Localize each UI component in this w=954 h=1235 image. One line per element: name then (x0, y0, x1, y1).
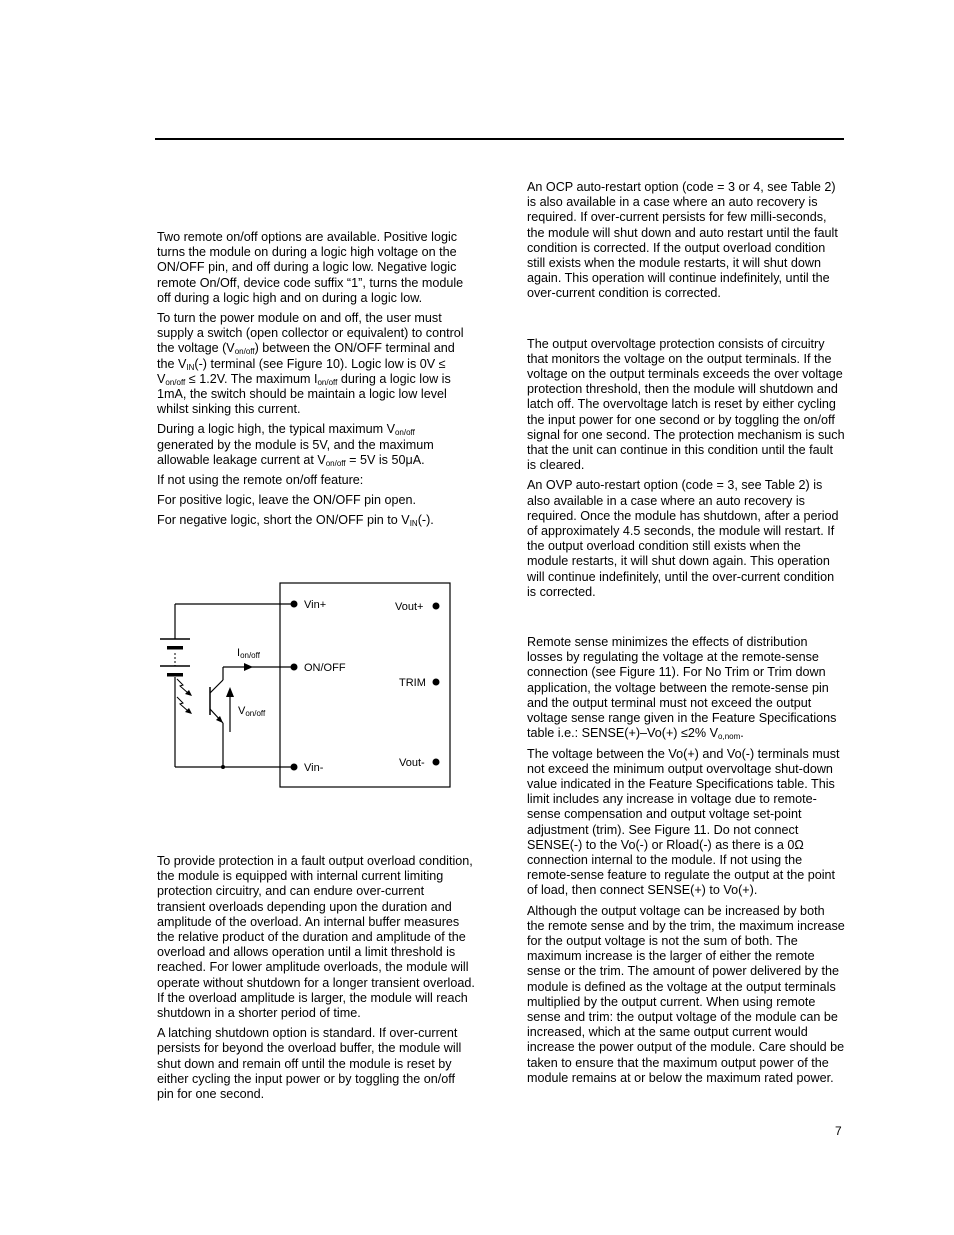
paragraph: Although the output voltage can be increased by both the remote sense and by the trim, the maximum increase for the output voltage is not the sum of both. The maximum increase is the larger of either the remote sense or the trim. The amount of power delivered by the module is defined as the voltage at the output terminals multiplied by the output current. When using remote sense and trim: the output voltage of the module can be increased, which at the same output current would increase the power output of the module. Care should be taken to ensure that the maximum output power of the module remains at or below the maximum rated power. (527, 903, 845, 1085)
paragraph: If not using the remote on/off feature: (157, 473, 364, 488)
page-number: 7 (835, 1124, 842, 1138)
paragraph: To turn the power module on and off, the user must supply a switch (open collector or equivalent) to control the voltage $(V_{on/off})$ between the ON/OFF terminal and the $V_{IN}(-)$ terminal (see Figure 10). Logic low is $0V \le V_{on/off} \le 1.2V$. The maximum $I_{on/off}$ during a logic low is 1mA, the switch should be maintain a logic low level whilst sinking this current. (157, 311, 464, 417)
paragraph: A latching shutdown option is standard. If over-current persists for beyond the overload buffer, the module will shut down and remain off until the module is reset by either cycling the input power or by toggling the on/off pin for one second. (157, 1026, 462, 1102)
paragraph: The voltage between the Vo(+) and Vo(-) terminals must not exceed the minimum output overvoltage shut-down value indicated in the Feature Specifications table. This limit includes any increase in voltage due to remote-sense compensation and output voltage set-point adjustment (trim). See Figure 11. Do not connect SENSE(-) to the Vo(-) or Rload(-) as there is a 0Ω connection internal to the module. If not using the remote-sense feature to regulate the output at the point of load, then connect SENSE(+) to Vo(+). (527, 746, 840, 898)
vout-minus-terminal (433, 759, 440, 766)
right-column (527, 180, 845, 1091)
v-on-off-label: Von/off (238, 705, 266, 718)
paragraph: An OCP auto-restart option (code = 3 or 4, see Table 2) is also available in a case where an auto recovery is required. If over-current persists for few milli-seconds, the module will shut down and auto restart until the fault condition is corrected. If the output overload condition still exists when the module restarts, it will shut down again. This operation will continue indefinitely, until the over-current condition is corrected. (527, 180, 838, 301)
header-rule (155, 138, 844, 140)
remote-on-off-section (157, 230, 475, 534)
paragraph: Two remote on/off options are available. Positive logic turns the module on during a logic high voltage on the ON/OFF pin, and off during a logic low. Negative logic remote On/Off, device code suffix “1”, turns the module off during a logic high and on during a logic low. (157, 230, 464, 305)
vout-plus-label: Vout+ (395, 601, 424, 613)
vin-plus-label: Vin+ (304, 599, 327, 611)
paragraph: For negative logic, short the ON/OFF pin to $V_{IN}(-)$. (157, 513, 434, 529)
vin-minus-label: Vin- (304, 762, 324, 774)
on-off-terminal (291, 664, 298, 671)
vout-minus-label: Vout- (399, 757, 425, 769)
vout-plus-terminal (433, 603, 440, 610)
paragraph: For positive logic, leave the ON/OFF pin open. (157, 493, 416, 508)
trim-terminal (433, 679, 440, 686)
overcurrent-section (157, 854, 475, 1107)
paragraph: To provide protection in a fault output overload condition, the module is equipped with internal current limiting protection circuitry, and can endure over-current transient overloads depending upon the duration and amplitude of the overload. An internal buffer measures the relative product of the duration and amplitude of the overload and allows operation until a limit threshold is reached. For lower amplitude overloads, the module will operate without shutdown for a longer transient overload. If the overload amplitude is larger, the module will reach shutdown in a shorter period of time. (157, 854, 475, 1021)
paragraph: An OVP auto-restart option (code = 3, see Table 2) is also available in a case where an auto recovery is required. Once the module has shutdown, after a period of approximately 4.5 seconds, the module will restart. If the output overload condition still exists when the module restarts, it will shut down again. This operation will continue indefinitely, until the over-current condition is corrected. (527, 478, 839, 599)
i-on-off-label: Ion/off (237, 647, 260, 660)
paragraph: Remote sense minimizes the effects of distribution losses by regulating the voltage at the remote-sense connection (see Figure 11). For No Trim or Trim down application, the voltage between the remote-sense pin and the output terminal must not exceed the output voltage sense range given in the Feature Specifications table i.e.: SENSE(+)–Vo(+) ≤2% $V_{o,nom}$. (527, 635, 837, 742)
remote-on-off-circuit-diagram (155, 575, 455, 795)
vin-plus-terminal (291, 601, 298, 608)
trim-label: TRIM (399, 677, 426, 689)
vin-minus-terminal (291, 764, 298, 771)
on-off-label: ON/OFF (304, 662, 346, 674)
paragraph: The output overvoltage protection consists of circuitry that monitors the voltage on the output terminals. If the voltage on the output terminals exceeds the over voltage protection threshold, then the module will shutdown and latch off. The overvoltage latch is reset by either cycling the input power for one second or by toggling the on/off signal for one second. The protection mechanism is such that the unit can continue in this condition until the fault is cleared. (527, 336, 845, 473)
paragraph: During a logic high, the typical maximum $V_{on/off}$ generated by the module is 5V, and the maximum allowable leakage current at $V_{on/off} = 5V$ is 50μA. (157, 422, 434, 468)
